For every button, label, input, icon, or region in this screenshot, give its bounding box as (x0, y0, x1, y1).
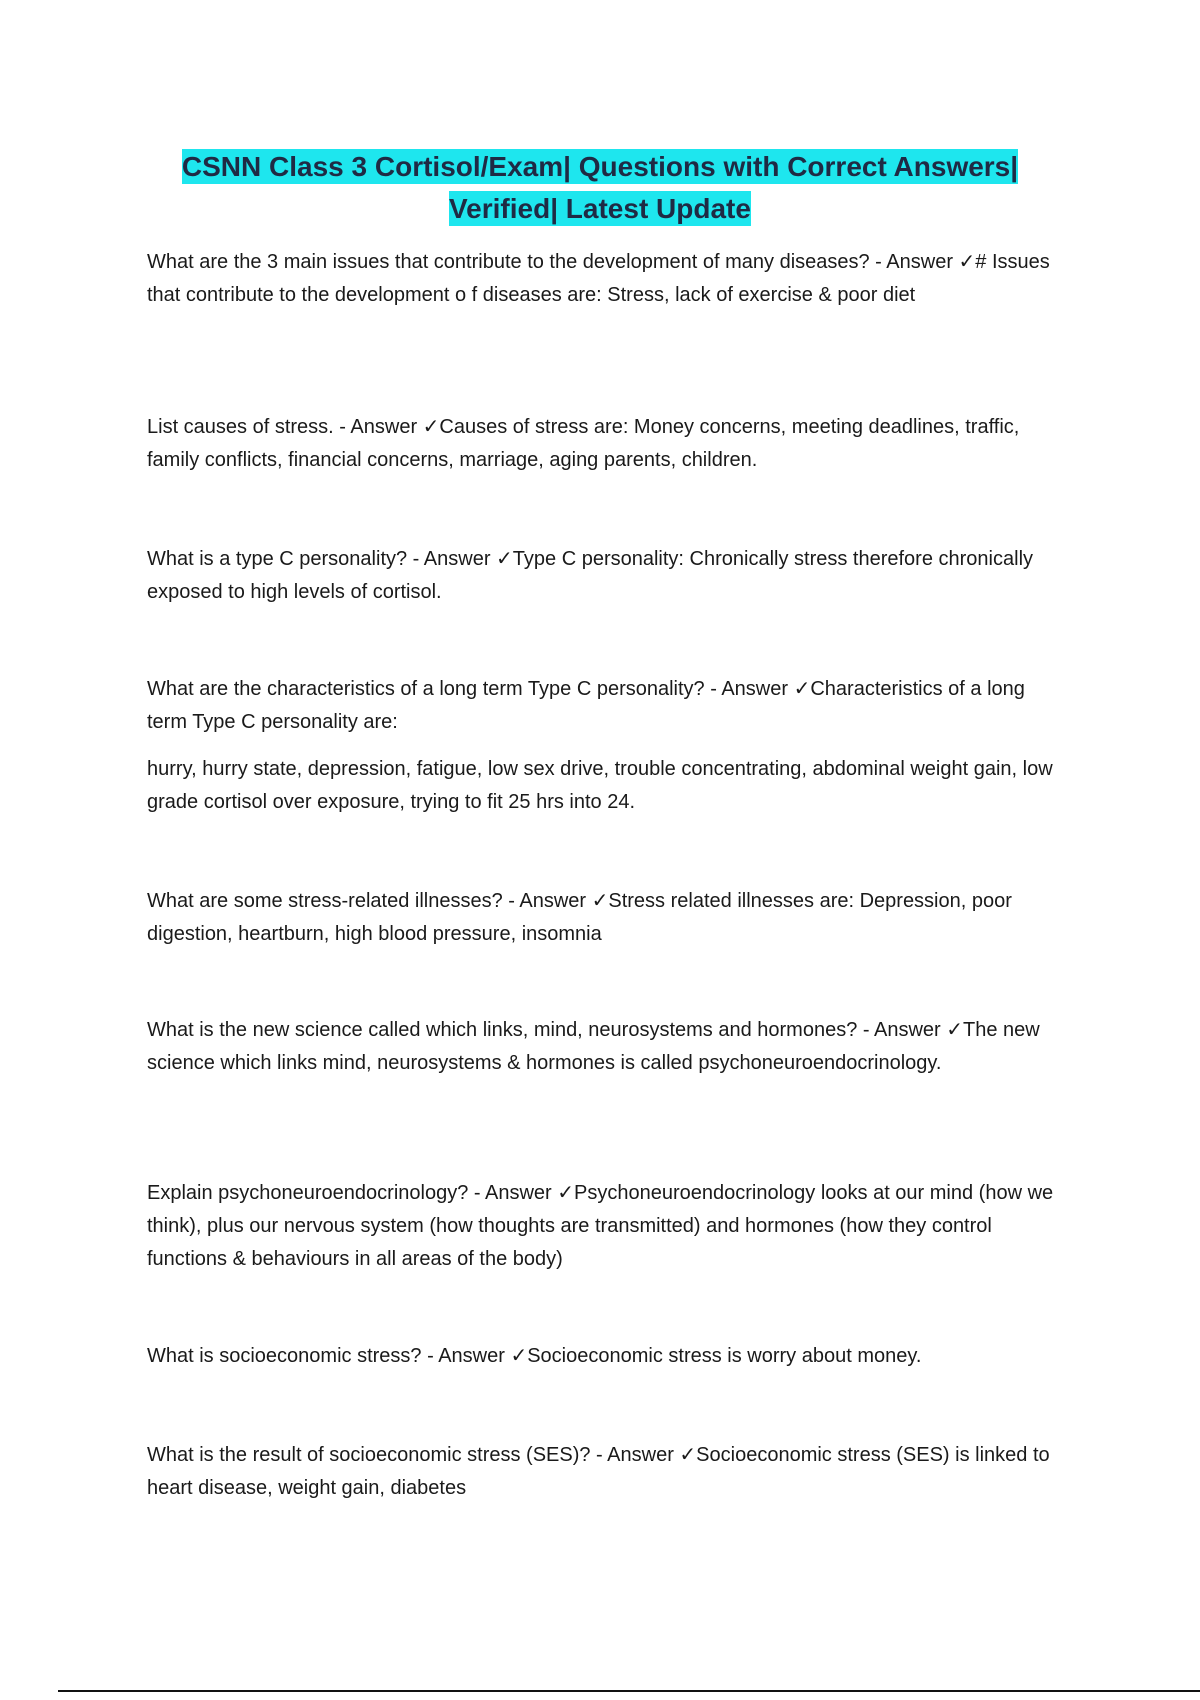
qa-text-continued: hurry, hurry state, depression, fatigue, low sex drive, trouble concentrating, abdominal weight gain, low grade cortisol over exposure, trying to fit 25 hrs into 24. (147, 758, 1053, 813)
qa-text: List causes of stress. - Answer ✓Causes of stress are: Money concerns, meeting deadlines, traffic, family conflicts, financial concerns, marriage, aging parents, children. (147, 416, 1020, 471)
qa-text: What are some stress-related illnesses? - Answer ✓Stress related illnesses are: Depression, poor digestion, heartburn, high blood pressure, insomnia (147, 890, 1012, 945)
qa-item (147, 1177, 1067, 1276)
qa-item (147, 1340, 1067, 1373)
qa-text: What are the characteristics of a long term Type C personality? - Answer ✓Characteristics of a long term Type C personality are: (147, 678, 1025, 733)
qa-item (147, 543, 1067, 609)
qa-item (147, 411, 1067, 477)
qa-item (147, 246, 1067, 312)
qa-item (147, 1014, 1067, 1080)
qa-item (147, 885, 1067, 951)
title-line-2: Verified| Latest Update (449, 193, 751, 224)
title-line-1: CSNN Class 3 Cortisol/Exam| Questions with Correct Answers| (181, 151, 1019, 182)
qa-text: What is the result of socioeconomic stress (SES)? - Answer ✓Socioeconomic stress (SES) is linked to heart disease, weight gain, diabetes (147, 1444, 1050, 1499)
footer-divider (58, 1690, 1200, 1692)
qa-text: What is the new science called which links, mind, neurosystems and hormones? - Answer ✓The new science which links mind, neurosystems & hormones is called psychoneuroendocrinology. (147, 1019, 1040, 1074)
qa-item (147, 673, 1067, 819)
qa-text: Explain psychoneuroendocrinology? - Answer ✓Psychoneuroendocrinology looks at our mind (how we think), plus our nervous system (how thoughts are transmitted) and hormones (how they control functions & behaviours in all areas of the body) (147, 1182, 1054, 1270)
qa-text: What is socioeconomic stress? - Answer ✓Socioeconomic stress is worry about money. (147, 1345, 922, 1367)
qa-item (147, 1439, 1067, 1505)
qa-text: What are the 3 main issues that contribute to the development of many diseases? - Answer ✓# Issues that contribute to the development o f diseases are: Stress, lack of exercise & poor diet (147, 251, 1050, 306)
qa-text: What is a type C personality? - Answer ✓Type C personality: Chronically stress therefore chronically exposed to high levels of cortisol. (147, 548, 1034, 603)
document-title (120, 146, 1080, 230)
